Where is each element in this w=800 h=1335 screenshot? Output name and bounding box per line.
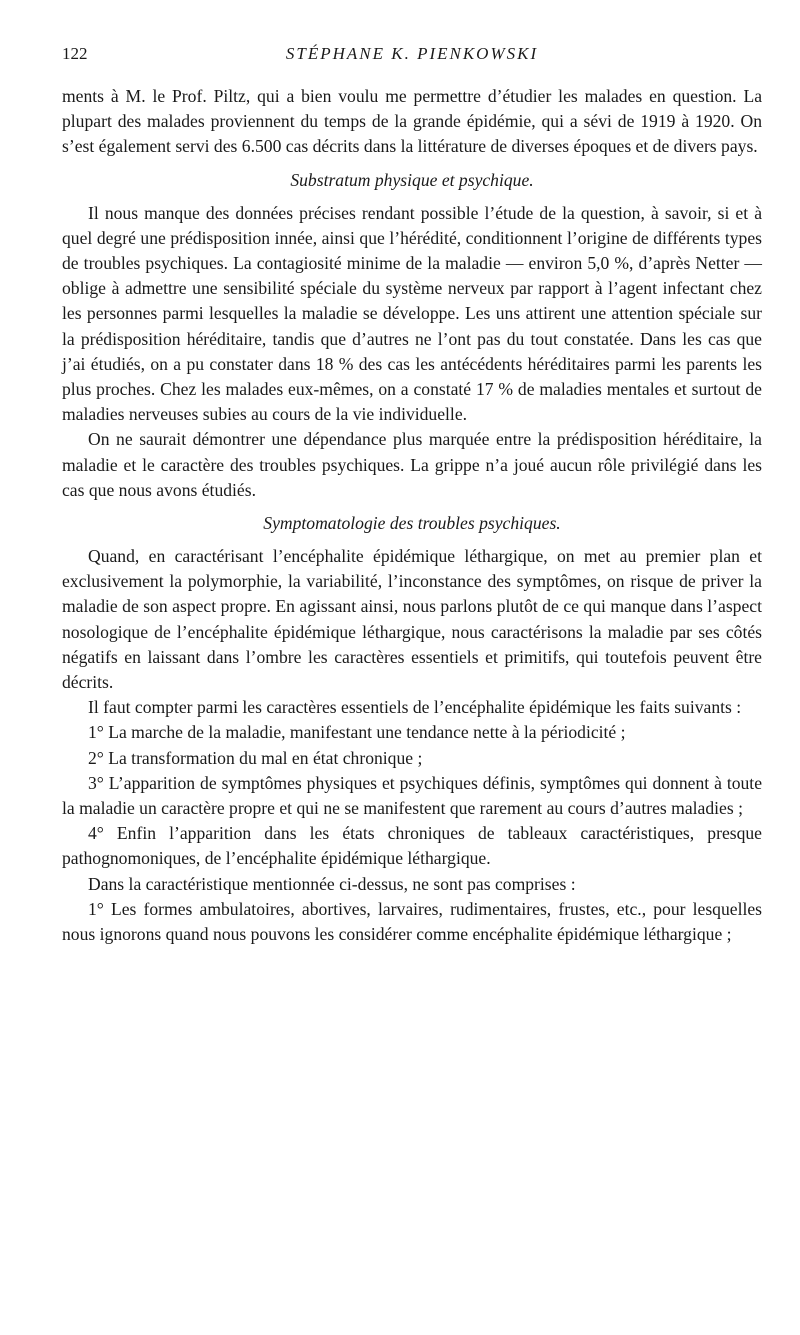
- list-item: 2° La transformation du mal en état chronique ;: [88, 747, 423, 768]
- section-heading: Symptomatologie des troubles psychiques.: [263, 513, 561, 534]
- list-item: 4° Enfin l’apparition dans les états chroniques de tableaux caractéristiques, presque pathognomoniques, de l’encéphalite épidémique léthargique.: [62, 823, 762, 869]
- page-number: 122: [62, 44, 88, 63]
- running-head: STÉPHANE K. PIENKOWSKI: [285, 44, 539, 63]
- paragraph: ments à M. le Prof. Piltz, qui a bien voulu me permettre d’étudier les malades en question. La plupart des malades proviennent du temps de la grande épidémie, qui a sévi de 1919 à 1920. On s’est également servi des 6.500 cas décrits dans la littérature de diverses époques et de divers pays.: [62, 86, 762, 157]
- list-item: 1° La marche de la maladie, manifestant une tendance nette à la périodicité ;: [88, 722, 626, 743]
- list-item: 1° Les formes ambulatoires, abortives, larvaires, rudimentaires, frustes, etc., pour lesquelles nous ignorons quand nous pouvons les considérer comme encéphalite épidémique léthargique ;: [62, 898, 762, 945]
- list-item: 3° L’apparition de symptômes physiques et psychiques définis, symptômes qui donnent à toute la maladie un caractère propre et qui ne se manifestent que rarement au cours d’autres maladies ;: [62, 772, 762, 819]
- paragraph: Dans la caractéristique mentionnée ci-dessus, ne sont pas comprises :: [88, 873, 576, 894]
- paragraph: On ne saurait démontrer une dépendance plus marquée entre la prédisposition héréditaire, la maladie et le caractère des troubles psychiques. La grippe n’a joué aucun rôle privilégié dans les cas que nous avons étudiés.: [62, 429, 762, 500]
- section-heading: Substratum physique et psychique.: [290, 169, 534, 190]
- paragraph: Il nous manque des données précises rendant possible l’étude de la question, à savoir, si et à quel degré une prédisposition innée, ainsi que l’hérédité, conditionnent l’origine de différents types de troubles psychiques. La contagiosité minime de la maladie — environ 5,0 %, d’après Netter — oblige à admettre une sensibilité spéciale du système nerveux par rapport à l’agent infectant chez les personnes parmi lesquelles la maladie se développe. Les uns attirent une attention spéciale sur la prédisposition héréditaire, tandis que d’autres ne l’ont pas du tout constatée. Dans les cas que j’ai étudiés, on a pu constater dans 18 % des cas les antécédents héréditaires parmi les parents les plus proches. Chez les malades eux-mêmes, on a constaté 17 % de maladies mentales et surtout de maladies nerveuses subies au cours de la vie individuelle.: [62, 202, 762, 425]
- paragraph: Il faut compter parmi les caractères essentiels de l’encéphalite épidémique les faits suivants :: [88, 697, 742, 718]
- body-text: [62, 84, 762, 947]
- paragraph: Quand, en caractérisant l’encéphalite épidémique léthargique, on met au premier plan et exclusivement la polymorphie, la variabilité, l’inconstance des symptômes, on risque de priver la maladie de son aspect propre. En agissant ainsi, nous parlons plutôt de ce qui manque dans l’aspect nosologique de l’encéphalite épidémique léthargique, nous caractérisons la maladie par ses côtés négatifs en laissant dans l’ombre les caractères essentiels et primitifs, qui toutefois peuvent être décrits.: [62, 546, 762, 693]
- page-header: [62, 44, 762, 68]
